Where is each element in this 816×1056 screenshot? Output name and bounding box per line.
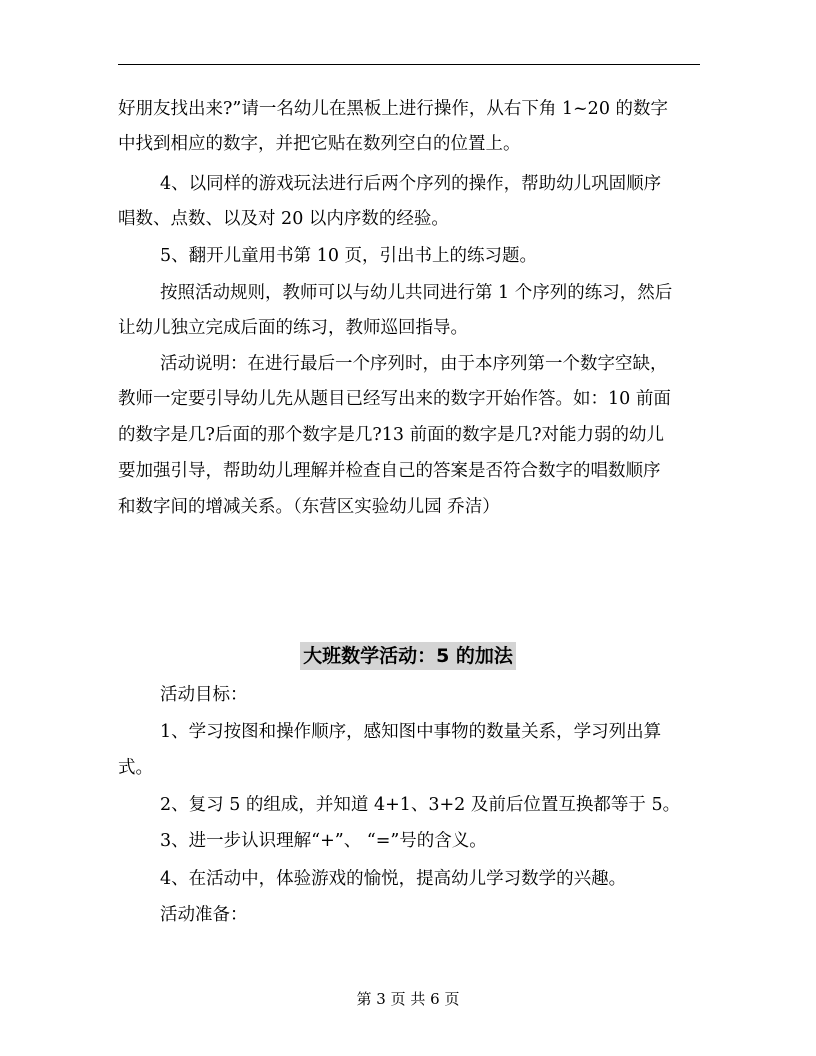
section-paragraph-2-line-2: 式。 <box>118 758 153 778</box>
section-paragraph-4-line-1: 3、进一步认识理解“+”、 “=”号的含义。 <box>160 831 487 851</box>
header-rule <box>118 64 700 65</box>
paragraph-1-line-2: 中找到相应的数字，并把它贴在数列空白的位置上。 <box>118 134 521 154</box>
section-title: 大班数学活动：5 的加法 <box>300 642 516 670</box>
paragraph-5-line-2: 教师一定要引导幼儿先从题目已经写出来的数字开始作答。如：10 前面 <box>118 389 671 409</box>
paragraph-1-line-1: 好朋友找出来?”请一名幼儿在黑板上进行操作，从右下角 1~20 的数字 <box>118 99 669 119</box>
paragraph-5-line-4: 要加强引导，帮助幼儿理解并检查自己的答案是否符合数字的唱数顺序 <box>118 461 661 481</box>
section-paragraph-6-line-1: 活动准备： <box>160 905 248 925</box>
section-paragraph-3-line-1: 2、复习 5 的组成，并知道 4+1、3+2 及前后位置互换都等于 5。 <box>160 795 681 815</box>
paragraph-2-line-1: 4、以同样的游戏玩法进行后两个序列的操作，帮助幼儿巩固顺序 <box>160 174 662 194</box>
paragraph-5-line-3: 的数字是几?后面的那个数字是几?13 前面的数字是几?对能力弱的幼儿 <box>118 425 664 445</box>
section-paragraph-1-line-1: 活动目标： <box>160 685 248 705</box>
paragraph-5-line-1: 活动说明：在进行最后一个序列时，由于本序列第一个数字空缺， <box>160 354 668 374</box>
paragraph-3-line-1: 5、翻开儿童用书第 10 页，引出书上的练习题。 <box>160 246 538 266</box>
section-title-wrap <box>0 642 816 670</box>
paragraph-4-line-1: 按照活动规则，教师可以与幼儿共同进行第 1 个序列的练习，然后 <box>160 283 673 303</box>
paragraph-2-line-2: 唱数、点数、以及对 20 以内序数的经验。 <box>118 209 449 229</box>
page-footer: 第 3 页 共 6 页 <box>356 990 460 1008</box>
section-paragraph-5-line-1: 4、在活动中，体验游戏的愉悦，提高幼儿学习数学的兴趣。 <box>160 869 627 889</box>
paragraph-5-line-5: 和数字间的增减关系。（东营区实验幼儿园 乔洁） <box>118 497 500 517</box>
section-paragraph-2-line-1: 1、学习按图和操作顺序，感知图中事物的数量关系，学习列出算 <box>160 722 662 742</box>
paragraph-4-line-2: 让幼儿独立完成后面的练习，教师巡回指导。 <box>118 318 468 338</box>
